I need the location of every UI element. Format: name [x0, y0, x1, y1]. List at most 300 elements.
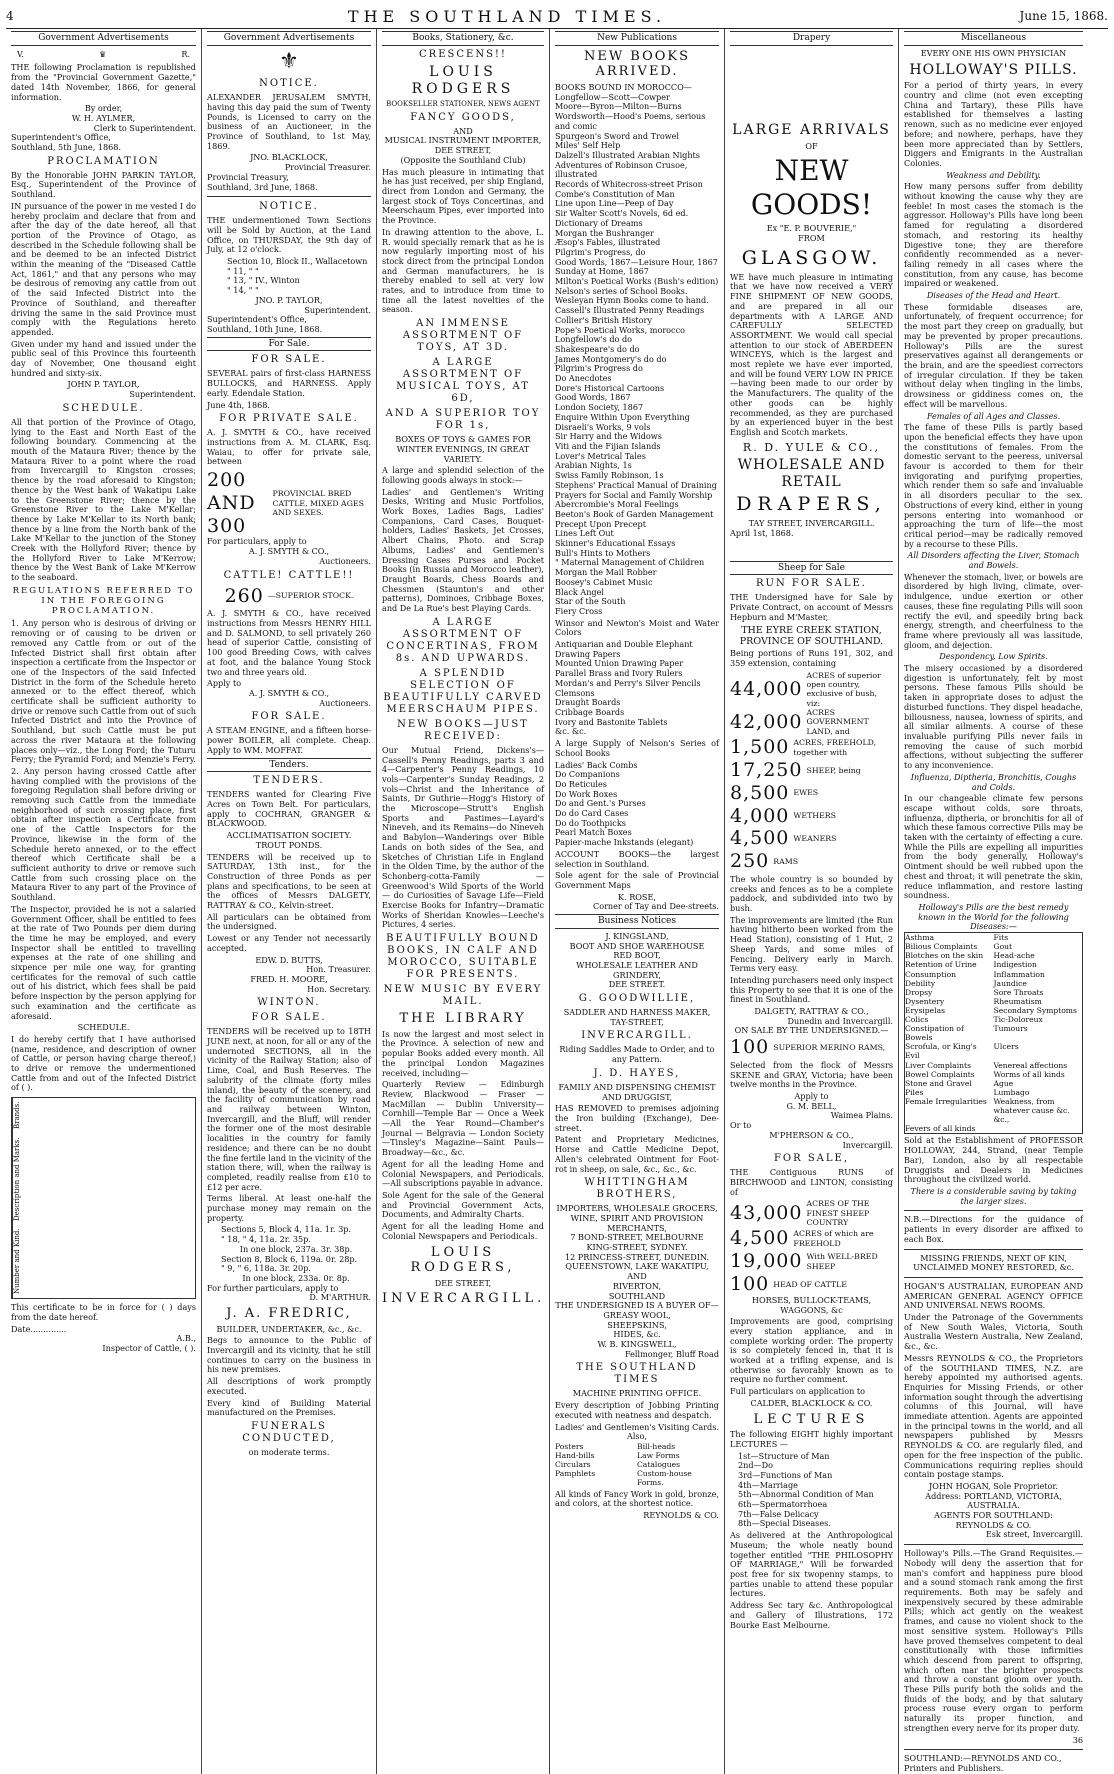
toys-3d: AN IMMENSE ASSORTMENT OF TOYS, AT 3D.: [402, 318, 524, 354]
heading-head: Diseases of the Head and Heart.: [926, 290, 1061, 301]
book-item: Precept Upon Precept: [555, 518, 646, 529]
section-header: Miscellaneous: [904, 31, 1083, 46]
ex-ship: Ex "E. P. BOUVERIE,": [766, 223, 857, 234]
stationery-item: &c. &c.: [555, 726, 587, 737]
section-header-tenders: Tenders.: [207, 758, 371, 773]
column-publications: [549, 29, 724, 1774]
stationery-item: Clemsons: [555, 687, 595, 698]
crest-right-letter: R.: [181, 49, 190, 59]
proclamation-by: By the Honorable JOHN PARKIN TAYLOR, Esq., Superintendent of the Province of Southland.: [11, 169, 196, 200]
lectures-list: [730, 1452, 893, 1530]
stock-desc: HEAD OF CATTLE: [773, 1279, 847, 1289]
disease-item: Liver Complaints: [905, 1060, 971, 1070]
disease-item: Debility: [905, 978, 936, 988]
stationery-item: Mordan's and Perry's Silver Pencils: [555, 677, 701, 688]
book-item: Cassell's Illustrated Penny Readings: [555, 305, 705, 316]
section-item: " 13, " IV., Winton: [227, 275, 300, 286]
rodgers-p2: In drawing attention to the above, L. R. would specially remark that as he is now regularly importing most of his stock direct from the principal London and German manufacturers, he is thereby enabled to sell at very low rates, and to introduce from time to time all the latest novelties of the season.: [382, 226, 544, 315]
book-item: Collier's British History: [555, 314, 652, 325]
reynolds-co: REYNOLDS & CO.: [955, 1519, 1032, 1530]
stationery-list: [555, 640, 719, 737]
holloway-title: HOLLOWAY'S PILLS.: [909, 61, 1078, 78]
holloway-p6: The misery occasioned by a disordered digestion is unfortunately, felt by most persons. These famous Pills should be taken in appropriate doses to adjust the disturbed functions. They dispel headache, biliousness, nausea, lowness of spirits, and all similar ailments. A course of these invaluable purifying Pills never fails in removing the cause of such morbid affections, without subjecting the sufferer to any inconvenience.: [904, 663, 1083, 771]
invercargill: INVERCARGILL.: [581, 1030, 693, 1042]
disease-item: Indigestion: [993, 960, 1037, 970]
book-item: Do Anecdotes: [555, 373, 612, 384]
holloway-p4: The fame of these Pills is partly based upon the beneficial effects they have upon the constitutions of females. From the domestic servant to the peeress, universal favour is accorded to them for their invigorating and purifying properties, which render them so safe and invaluable in all disorders peculiar to the sex. Obstructions of every kind, either in young persons entering into womanhood or approaching the turn of life—the most critical period—may be radically removed by a recourse to these Pills.: [904, 422, 1083, 549]
treasury: Provincial Treasury,: [207, 171, 289, 182]
column-government-1: [6, 29, 201, 1774]
sole-agent: Sole Agent for the sale of the General and Provincial Government Acts, Documents, and Admiralty Charts.: [382, 1190, 544, 1220]
trout-lowest: Lowest or any Tender not necessarily accepted.: [207, 933, 371, 953]
stock-number: 4,500: [730, 1227, 790, 1250]
fredric-2: All descriptions of work promptly executed.: [207, 1376, 371, 1396]
section-header-forsale: For Sale.: [207, 337, 371, 352]
stock-desc: ACRES of superior open country, exclusive of bush, viz:: [806, 670, 881, 708]
supt-date: Southland, 10th June, 1868.: [207, 323, 323, 334]
stock-desc: ACRES OF THE FINEST SHEEP COUNTRY: [806, 1199, 870, 1228]
saving: There is a considerable saving by taking the larger sizes.: [910, 1185, 1077, 1206]
disease-item: Tumours: [993, 1024, 1028, 1034]
chemist-body: HAS REMOVED to premises adjoining the Iron building (Exchange), Dee-street.: [555, 1103, 719, 1133]
kingswell-address: Fellmonger, Bluff Road: [624, 1348, 719, 1359]
book-item: Moore—Byron—Milton—Burns: [555, 101, 682, 112]
book-list: [555, 83, 719, 617]
lecture-item: 1st—Structure of Man: [738, 1450, 830, 1461]
sold-at: Sold at the Establishment of PROFESSOR HOLLOWAY, 244, Strand, (near Temple Bar), London, also by all respectable Druggists and Dealers in Medicines throughout the civilized world.: [904, 1135, 1083, 1185]
job-type: Hand-bills: [555, 1451, 595, 1461]
block-item: Section 8, Block 6, 119a. 0r. 28p.: [221, 1253, 358, 1264]
stock-number: 17,250: [730, 758, 803, 781]
agent-1: Agent for all the leading Home and Colonial Newspapers, and Periodicals.—All subscriptions payable in advance.: [382, 1158, 544, 1189]
patent-medicines: Patent and Proprietary Medicines, Horse and Cattle Medicine Depot, Allen's celebrated Ointment for Foot-rot in sheep, on sale, &c., &c., &c.: [555, 1134, 719, 1174]
column-books: [376, 29, 549, 1774]
blocks-list: [207, 1225, 371, 1283]
disease-item: Dysentery: [905, 996, 945, 1006]
lectures-title: LECTURES: [753, 1411, 870, 1427]
stock-desc: ACRES GOVERNMENT LAND, and: [806, 708, 869, 736]
stock-list: [730, 671, 893, 873]
and-text: AND: [453, 125, 473, 136]
horses: HORSES, BULLOCK-TEAMS, WAGGONS, &c: [751, 1294, 872, 1315]
new-books-body: Our Mutual Friend, Dickens's—Cassell's Penny Readings, parts 3 and 4—Carpenter's Penny Readings, 10 vols—Carpenter's Sunday Readings, 2 vols—Christ and the Inheritance of Saints, Dr Guthrie—Hogg's History of the Microscope—Strutt's English Sports and Pastimes—Layard's Nineveh, and its Remains—do Nineveh and Babylon—Wanderings over Bible Lands on both sides of the Sea, and Sketches of Christian Life in England in the Olden Time, by the author of the Schonberg-cotta-Family — Greenwood's Wild Sports of the World — do Curiosities of Savage Life—Field Exercise Books for Infantry—Dramatic Works of Sheridan Knowles—Leeche's Pictures, 4 series.: [382, 744, 544, 930]
runs-2: THE Contiguous RUNS of BIRCHWOOD and LINTON, consisting of: [730, 1167, 893, 1197]
forsale-3-body: A STEAM ENGINE, and a fifteen horse-power BOILER, all complete. Cheap. Apply to WM. MOFFAT.: [207, 725, 371, 755]
also: Also,: [626, 1431, 648, 1442]
block-item: " 18, " 4, 11a. 2r. 35p.: [221, 1234, 311, 1245]
book-item: Morgan the Mail Robber: [555, 567, 657, 578]
dee-street: DEE STREET,: [434, 145, 492, 156]
tay-street: TAY STREET, INVERCARGILL.: [748, 518, 875, 529]
certificate-date: Date..............: [11, 1323, 67, 1334]
drapers: DRAPERS,: [736, 493, 887, 516]
stock-row: [730, 708, 893, 736]
ajs2-name: A. J. SMYTH & CO.,: [248, 688, 330, 698]
book-item: Black Angel: [555, 586, 604, 597]
block-item: Sections 5, Block 4, 11a. 1r. 3p.: [221, 1224, 351, 1235]
book-item: Dore's Historical Cartoons: [555, 382, 665, 393]
disease-item: Asthma: [905, 933, 935, 943]
heading-females: Females of all Ages and Classes.: [926, 410, 1061, 421]
book-item: Shakespeare's do do: [555, 343, 640, 354]
lecture-item: 8th—Special Diseases.: [738, 1518, 831, 1529]
book-item: Prayers for Social and Family Worship: [555, 489, 713, 500]
newspaper-title: THE SOUTHLAND TIMES.: [347, 6, 667, 26]
book-item: Fiery Cross: [555, 605, 603, 616]
acclimatisation-title: ACCLIMATISATION SOCIETY.: [226, 830, 352, 841]
superintendent-role: Superintendent.: [129, 389, 196, 400]
stock-number: 19,000: [730, 1250, 803, 1273]
book-item: Wesleyan Hymn Books come to hand.: [555, 295, 709, 306]
or-to: Or to: [730, 1120, 752, 1131]
funerals-title: FUNERALS CONDUCTED,: [242, 1420, 336, 1444]
fancy-item: Do do Toothpicks: [555, 817, 626, 828]
royal-crest: [17, 50, 190, 60]
meerschaum: A SPLENDID SELECTION OF BEAUTIFULLY CARVED MEERSCHAUM PIPES.: [383, 667, 543, 715]
stock-desc: EWES: [793, 788, 819, 798]
heading-influenza: Influenza, Diptheria, Bronchitis, Coughs and Colds.: [910, 771, 1077, 792]
winton-title: WINTON.: [257, 997, 321, 1009]
lecture-item: 3rd—Functions of Man: [738, 1469, 833, 1480]
signer-role: Clerk to Superintendent.: [93, 122, 196, 133]
heading-best: Holloway's Pills are the best remedy known in the World for the following Diseases:—: [918, 901, 1069, 932]
certificate-force: This certificate to be in force for ( ) days from the date hereof.: [11, 1302, 196, 1322]
job-type: Circulars: [555, 1460, 591, 1470]
bell-address: Waimea Plains.: [830, 1110, 893, 1121]
crest-left-letter: V.: [17, 49, 24, 59]
disease-item: Gout: [993, 942, 1013, 952]
on-sale: ON SALE BY THE UNDERSIGNED.—: [734, 1025, 889, 1036]
buyer-items: [555, 1311, 719, 1340]
nelson-series: A large Supply of Nelson's Series of School Books: [555, 738, 719, 758]
reynolds-sig: REYNOLDS & CO.: [643, 1509, 719, 1520]
book-item: London Society, 1867: [555, 402, 644, 413]
taylor-name: JNO. P. TAYLOR,: [255, 294, 323, 305]
account-books: ACCOUNT BOOKS—the largest selection in Southland.: [555, 848, 719, 869]
label-number-kind: Number and Kind.: [13, 1228, 21, 1295]
butts-role: Hon. Treasurer.: [306, 964, 371, 975]
library-title: THE LIBRARY: [399, 1011, 527, 1027]
disease-item: Bilious Complaints: [905, 942, 978, 952]
cattle-title: CATTLE! CATTLE!!: [223, 569, 355, 581]
butts-name: EDW. D. BUTTS,: [255, 954, 323, 965]
holloway-p1: For a period of thirty years, in every country and clime (not even excepting China and Tartary), these Pills have established for themselves a lasting renown, such as no medicine ever enjoyed before; and nowhere, perhaps, have they been more appreciated than by Settlers, Diggers and Emigrants in the Australian Colonies.: [904, 80, 1083, 168]
regulation-1: 1. Any person who is desirous of driving or removing or of causing to be driven or removed any Cattle from or out of the Infected District shall first obtain after inspection a certificate from the Inspector or one of the Inspectors of the said Infected District in the form of the Schedule hereto annexed or to the effect thereof, which certificate shall be sufficient authority to drive or remove such Cattle from out of such Infected District and into the Province of Southland, but such Cattle must be put across the river Mataura at the following places only—viz., the Long Ford; the Tuturu Ferry; the Pyramid Ford; and Menzie's Ferry.: [11, 618, 196, 765]
proclamation-title: PROCLAMATION: [47, 155, 160, 167]
schedule-2-title: SCHEDULE.: [77, 1022, 130, 1033]
john-hogan: JOHN HOGAN, Sole Proprietor.: [929, 1480, 1058, 1491]
stationery-item: Ivory and Bastonite Tablets: [555, 716, 668, 727]
job-types: [555, 1442, 719, 1488]
treasury-date: Southland, 3rd June, 1868.: [207, 181, 318, 192]
tenders-body: TENDERS wanted for Clearing Five Acres on Town Belt. For particulars, apply to COCHRAN, GRANGER & BLACKWOOD.: [207, 789, 371, 829]
certificate-table: [11, 1097, 196, 1299]
book-item: Æsop's Fables, illustrated: [555, 237, 661, 248]
missing-friends: MISSING FRIENDS, NEXT OF KIN, UNCLAIMED MONEY RESTORED, &c.: [913, 1252, 1074, 1273]
dalgety-name: DALGETY, RATTRAY & CO.,: [754, 1006, 869, 1017]
notice-2-body: THE undermentioned Town Sections will be Sold by Auction, at the Land Office, on THURSDAY, the 9th day of July, at 12 o'clock.: [207, 215, 371, 255]
stock-row: [730, 1250, 893, 1273]
times-title: THE SOUTHLAND TIMES: [576, 1362, 698, 1386]
fredric-name: J. A. FREDRIC,: [226, 1306, 352, 1322]
blacklock-name: JNO. BLACKLOCK,: [250, 152, 328, 163]
superior-toy: AND A SUPERIOR TOY FOR 1s,: [385, 408, 541, 432]
book-item: Swiss Family Robinson, 1s: [555, 470, 664, 481]
run-body: THE Undersigned have for Sale by Private Contract, on account of Messrs Hepburn and M'Master,: [730, 592, 893, 622]
disease-item: Worms of all kinds: [993, 1069, 1065, 1079]
dee-street-footer: DEE STREET,: [434, 1277, 492, 1288]
section-header-business: Business Notices: [555, 914, 719, 929]
ajs-role: Auctioneers.: [319, 555, 371, 566]
disease-item: Female Irregularities: [905, 1097, 987, 1107]
fancy-item: Ladies' Back Combs: [555, 759, 638, 770]
stock-number: 1,500: [730, 736, 790, 759]
rodgers-p1: Has much pleasure in intimating that he has just received, per ship England, direct from London and Germany, the largest stock of Toys Concertinas, and Meerschaum Pipes, ever imported into the Province.: [382, 166, 544, 226]
disease-item: Lumbago: [993, 1087, 1030, 1097]
disease-item: Secondary Symptoms: [993, 1005, 1077, 1015]
forsale-4-body: TENDERS will be received up to 18TH JUNE next, at noon, for all or any of the undernoted SECTIONS, all in the vicinity of the Railway Station; also of Lime, Coal, and Bush Reserves. The salubrity of the climate (forty miles inland), the beauty of the scenery, and the facility of communication by road and railway between Winton, Invercargill, and the Bluff, will render the former one of the most desirable localities in the country for family residence; and there can be no doubt the fine fertile land in the vicinity of the station there, will, when the railway is completed, readily realise from £10 to £12 per acre.: [207, 1026, 372, 1192]
disease-item: Stone and Gravel: [905, 1078, 972, 1088]
riding-saddles: Riding Saddles Made to Order, and to any Pattern.: [559, 1044, 715, 1065]
job-type: Posters: [555, 1441, 584, 1451]
book-item: Pilgrim's Progress, do: [555, 246, 646, 257]
fancy-item: Do and Gent.'s Purses: [555, 798, 646, 809]
lecture-item: 2nd—Do: [738, 1460, 773, 1471]
goods-list: Ladies' and Gentlemen's Writing Desks, Writing and Music Portfolios, Work Boxes, Ladies Bags, Ladies' Companions, Card Cases, Bouquet-holders, Ladies' Baskets, Jet Crosses, Albert Chains, Photo. and Scrap Albums, Ladies' and Gentlemen's Dressing Cases Purses and Pocket Books (in Russia and Morocco leather), Draught Boards, Chess Boards and Chessmen (Staunton's and other patterns), Dominoes, Cribbage Boxes, and De La Rue's best Playing Cards.: [382, 486, 544, 614]
fancy-list: [555, 761, 719, 848]
coat-of-arms-icon: ⚜: [279, 48, 299, 74]
section-header: Books, Stationery, &c.: [382, 31, 544, 46]
stationery-item: Antiquarian and Double Elephant Drawing Papers: [555, 639, 693, 659]
book-item: Milton's Poetical Works (Bush's edition): [555, 276, 719, 287]
chemist: FAMILY AND DISPENSING CHEMIST AND DRUGGIST,: [558, 1081, 716, 1102]
holloway-p5: Whenever the stomach, liver, or bowels are disordered by high living, climate, over-indulgence, undue exertion or other causes, these fine regulating Pills will soon rectify the evil, and speedily bring back energy, strength, and cheerfulness to the frame where previously all was lassitude, gloom, and dejection.: [904, 571, 1083, 650]
section-item: Section 10, Block II., Wallacetown: [227, 256, 368, 267]
lectures-address: Address Sec tary &c. Anthropological and Gallery of Illustrations, 172 Bourke East Melbourne.: [730, 1600, 893, 1630]
disease-item: Inflammation: [993, 969, 1045, 979]
book-item: Enquire Within Upon Everything: [555, 411, 690, 422]
disease-item: Retention of Urine: [905, 960, 977, 970]
fredric-body: Begs to announce to the Public of Invercargill and its vicinity, that he still continues to carry on the business in his new premises.: [207, 1335, 371, 1375]
diseases-table: [904, 932, 1083, 1134]
wine-spirit: WINE, SPIRIT AND PROVISION MERCHANTS,: [570, 1212, 704, 1233]
calder-name: CALDER, BLACKLOCK & CO.: [750, 1397, 873, 1408]
book-item: James Montgomery's do do: [555, 353, 667, 364]
fancy-item: Do do Card Cases: [555, 808, 629, 819]
lectures-body: As delivered at the Anthropological Museum; the whole neatly bound together entitled "THE PHILOSOPHY OF MARRIAGE," Will be forwarded post free for six twopenny stamps, to parties unable to attend these popular lectures.: [730, 1530, 893, 1599]
large-arrivals: LARGE ARRIVALS: [732, 121, 891, 138]
moore-name: FRED. H. MOORE,: [250, 973, 328, 984]
book-item: Pope's Poetical Works, morocco: [555, 324, 685, 335]
stock-row: [730, 759, 893, 782]
drapery-body: WE have much pleasure in intimating that we have now received a VERY FINE SHIPMENT OF NEW GOODS, and are prepared in all our departments with A LARGE AND CAREFULLY SELECTED ASSORTMENT. We would call special attention to our stock of ABERDEEN WINCEYS, which is the largest and most replete we have ever imported, and will be found VERY LOW IN PRICE—having been made to our order by the Manufacturers. The quality of the other goods can be highly recommended, as they are purchased by an experienced buyer in the best English and Scotch markets.: [730, 271, 893, 437]
boot-warehouse: BOOT AND SHOE WAREHOUSE: [569, 940, 705, 951]
book-item: Adventures of Robinson Crusoe, illustrated: [555, 159, 688, 180]
yule-name: R. D. YULE & CO.,: [742, 440, 881, 454]
certificate-ab: A.B.,: [176, 1333, 196, 1344]
book-item: Bull's Hints to Mothers: [555, 547, 651, 558]
section-item: " 11, " ": [227, 265, 259, 276]
heading-despondency: Despondency, Low Spirits.: [939, 651, 1048, 662]
address-line: SOUTHLAND: [608, 1290, 666, 1301]
stationery-item: Cribbage Boards: [555, 706, 625, 717]
mpherson-address: Invercargill.: [842, 1139, 893, 1150]
tay-street: TAY-STREET,: [610, 1016, 664, 1027]
lecture-item: 7th—False Delicacy: [738, 1508, 819, 1519]
april-date: April 1st, 1868.: [730, 527, 794, 538]
forsale-2-apply: For particulars, apply to: [207, 536, 307, 547]
disease-item: Ague: [993, 1078, 1014, 1088]
stock-row: [730, 671, 893, 708]
book-item: Dalzell's Illustrated Arabian Nights: [555, 149, 700, 160]
notice-1-body: ALEXANDER JERUSALEM SMYTH, having this day paid the sum of Twenty Pounds, is Licensed to carry on the business of an Auctioneer, in the Province of Southland, to 1st May, 1869.: [207, 92, 371, 151]
lecture-item: 6th—Spermatorrhoea: [738, 1499, 828, 1510]
intro-text: THE following Proclamation is republished from the "Provincial Government Gazette," dated 14th November, 1866, for general information.: [11, 62, 196, 102]
disease-item: Fits: [993, 933, 1009, 943]
label-description-marks: Description and Marks.: [13, 1137, 21, 1221]
stock-desc: ACRES of which are FREEHOLD: [793, 1229, 874, 1248]
section-header: Government Advertisements: [11, 31, 196, 46]
forsale-4-particulars: For further particulars, apply to: [207, 1282, 339, 1293]
louis-sub: BOOKSELLER STATIONER, NEWS AGENT: [386, 100, 540, 109]
proclamation-body: IN pursuance of the power in me vested I do hereby proclaim and declare that from and after the day of the date hereof, all that portion of the Province of Otago, as described in the Schedule following shall be and be deemed to be an infected District within the meaning of the "Diseased Cattle Act, 1861," and that any persons who may be desirous of removing any cattle from out of the said Infected District into the Province of Southland, and thereafter driving the same in the said Province must comply with the Regulations hereto appended.: [11, 200, 196, 337]
lecture-item: 4th—Marriage: [738, 1479, 798, 1490]
book-item: Sir Walter Scott's Novels, 6d ed.: [555, 208, 689, 219]
red-boot: RED BOOT,: [613, 950, 661, 961]
address-line: KING-STREET, SYDNEY.: [586, 1242, 688, 1253]
stock-number: 4,500: [730, 827, 790, 850]
stock-number: 44,000: [730, 678, 803, 700]
forsale-2-number-desc: PROVINCIAL BRED CATTLE, MIXED AGES AND SEXES.: [272, 489, 364, 517]
agents-southland: AGENTS FOR SOUTHLAND:: [934, 1510, 1053, 1521]
book-item: Wordsworth—Hood's Poems, serious and comic: [555, 111, 706, 131]
trout-particulars: All particulars can be obtained from the undersigned.: [207, 911, 371, 932]
book-item: Lover's Metrical Tales: [555, 450, 646, 461]
nb: N.B.—Directions for the guidance of patients in every disorder are affixed to each Box.: [904, 1214, 1083, 1244]
fancy-item: Do Reticules: [555, 778, 607, 789]
mpherson-name: M'PHERSON & CO.,: [769, 1129, 854, 1140]
book-item: Line upon Line—Peep of Day: [555, 198, 674, 209]
fancy-item: Do Companions: [555, 769, 620, 780]
stock-desc: WETHERS: [793, 811, 837, 821]
eyre-creek: THE EYRE CREEK STATION, PROVINCE OF SOUTHLAND.: [739, 624, 884, 647]
fancy-item: Do Work Boxes: [555, 788, 618, 799]
label-brands: Brands.: [13, 1102, 21, 1130]
disease-item: [994, 1124, 1083, 1133]
fredric-sub: BUILDER, UNDERTAKER, &c., &c.: [216, 1323, 362, 1334]
stock-desc: With WELL-BRED SHEEP: [806, 1252, 878, 1271]
stock-number: 250: [730, 850, 770, 873]
superintendent-name: JOHN P. TAYLOR,: [67, 379, 140, 390]
notice-1-title: NOTICE.: [259, 78, 319, 90]
jobbing: Every description of Jobbing Printing executed with neatness and despatch.: [555, 1400, 719, 1420]
musical-toys: A LARGE ASSORTMENT OF MUSICAL TOYS, AT 6D,: [396, 357, 530, 405]
office: Superintendent's Office,: [11, 132, 111, 143]
cattle-number-row: [207, 585, 371, 608]
stock-number: 42,000: [730, 710, 803, 733]
printers: SOUTHLAND:—REYNOLDS AND CO., Printers and Publishers.: [904, 1753, 1062, 1773]
book-item: Sunday at Home, 1867: [555, 266, 649, 277]
section-item: " 14, " ": [227, 285, 259, 296]
opposite-club: (Opposite the Southland Club): [400, 154, 526, 165]
certify-text: I do hereby certify that I have authorised (name, residence, and description of owner of Cattle, or person having charge thereof,) to drive or remove the undermentioned Cattle from and out of the Infected District of ( ).: [11, 1033, 196, 1093]
saddler: SADDLER AND HARNESS MAKER,: [563, 1007, 711, 1018]
glasgow: GLASGOW.: [741, 246, 882, 269]
merino-number: 100: [730, 1036, 770, 1059]
block-item: In one block, 233a. 0r. 8p.: [242, 1272, 350, 1283]
disease-item: Consumption: [905, 969, 957, 979]
stock-desc: RAMS: [773, 856, 799, 866]
concertinas: A LARGE ASSORTMENT OF CONCERTINAS, FROM 8s. AND UPWARDS.: [386, 616, 540, 664]
lecture-item: 5th—Abnormal Condition of Man: [738, 1489, 874, 1500]
by-order: By order,: [84, 103, 123, 114]
regulations-title: REGULATIONS REFERRED TO IN THE FOREGOING PROCLAMATION.: [12, 585, 195, 617]
forsale-2-number-row: [207, 469, 371, 537]
rose-address: Corner of Tay and Dee-streets.: [593, 901, 719, 912]
fancy-item: Pearl Match Boxes: [555, 827, 632, 838]
column-drapery: [724, 29, 898, 1774]
trout-title: TROUT PONDS.: [255, 839, 323, 850]
hogan-address: Address: PORTLAND, VICTORIA, AUSTRALIA.: [925, 1490, 1062, 1511]
patronage: Under the Patronage of the Governments of New South Wales, Victoria, South Australia Western Australia, New Zealand, &c., &c.: [904, 1312, 1083, 1352]
stock-row: [730, 1273, 893, 1296]
given-text: Given under my hand and issued under the public seal of this Province this fourteenth day of November, One thousand eight hundred and sixty-six.: [11, 338, 196, 378]
supt-office: Superintendent's Office,: [207, 314, 307, 325]
fredric-3: Every kind of Building Material manufactured on the Premises.: [207, 1397, 371, 1418]
holloway-p2: How many persons suffer from debility without knowing the cause why they are feeble! In most cases the stomach is the aggressor. Holloway's Pills have long been famed for regulating a disordered stomach, and restoring its healthy Digestive tone; they are therefore confidently recommended as a never-failing remedy in all cases where the constitution, from any cause, has become impaired or weakened.: [904, 181, 1083, 289]
stock-list-2: [730, 1199, 893, 1295]
book-item: Star of the South: [555, 596, 626, 607]
cattle-apply: Apply to: [207, 678, 242, 689]
disease-item: Fevers of all kinds: [905, 1124, 976, 1134]
stock-row: [730, 1199, 893, 1227]
buyer-item: SHEEPSKINS,: [607, 1319, 667, 1330]
funerals-sub: on moderate terms.: [248, 1446, 330, 1457]
wholesale-leather: WHOLESALE LEATHER AND GRINDERY,: [576, 959, 698, 980]
musical-importer: MUSICAL INSTRUMENT IMPORTER,: [384, 135, 542, 146]
notice-2-title: NOTICE.: [259, 201, 319, 213]
merino-row: [730, 1036, 893, 1059]
whittingham-addresses: [555, 1233, 719, 1301]
disease-item: Rheumatism: [993, 996, 1042, 1006]
merino-desc: SUPERIOR MERINO RAMS,: [773, 1042, 886, 1052]
magazines: Quarterly Review — Edinburgh Review, Blackwood — Fraser — MacMillan — Dublin University—Cornhill—Temple Bar — Once a Week—All the Year Round—Chamber's Journal — Belgravia — London Society—Tinsley's Magazine—Saint Pauls—Broadway—&c., &c.: [382, 1079, 544, 1158]
esk-street: Esk street, Invercargill.: [985, 1529, 1083, 1540]
hogan-agency: HOGAN'S AUSTRALIAN, EUROPEAN AND AMERICAN GENERAL AGENCY OFFICE AND UNIVERSAL NEWS ROOMS.: [904, 1280, 1083, 1311]
signer-name: W. H. AYLMER,: [71, 112, 136, 123]
book-item: Pilgrim's Progress do: [555, 363, 643, 374]
stationery-item: Draught Boards: [555, 697, 621, 708]
address-line: QUEENSTOWN, LAKE WAKATIPU,: [565, 1261, 709, 1272]
invercargill-footer: INVERCARGILL.: [382, 1291, 546, 1307]
book-item: Nelson's series of School Books.: [555, 285, 688, 296]
stock-row: [730, 850, 893, 873]
stock-row: [730, 1227, 893, 1250]
trout-body: TENDERS will be received up to SATURDAY, 13th inst., for the Construction of three Ponds as per plans and specifications, to be seen at the offices of Messrs DALGETY, RATTRAY & CO., Kelvin-street.: [207, 851, 371, 911]
stock-desc: WEANERS: [793, 834, 837, 844]
book-item: Disraeli's Works, 9 vols: [555, 421, 651, 432]
page-number: 4: [6, 9, 14, 23]
forsale-2-number: 200 AND 300: [207, 469, 256, 537]
merino-body: Selected from the flock of Messrs SKENE and GRAY, Victoria; have been twelve months in the Province.: [730, 1059, 893, 1090]
heading-liver: All Disorders affecting the Liver, Stomach and Bowels.: [907, 550, 1080, 571]
disease-item: Colics: [905, 1015, 929, 1025]
forsale-3-title: FOR SALE.: [251, 711, 327, 723]
holloway-p7: In our changeable climate few persons escape without colds, sore throats, influenza, diptheria, or bronchitis for all of which these famous corrective Pills may be taken with the certainty of effecting a cure. While the Pills are expelling all impurities from the body generally, Holloway's Ointment should be well rubbed upon the chest and throat; it will penetrate the skin, reduce inflammation, and restore lasting soundness.: [904, 793, 1083, 901]
book-item: Longfellow—Scott—Cowper: [555, 91, 670, 102]
hayes-name: J. D. HAYES,: [593, 1067, 681, 1079]
ajs-name: A. J. SMYTH & CO.,: [248, 546, 330, 557]
